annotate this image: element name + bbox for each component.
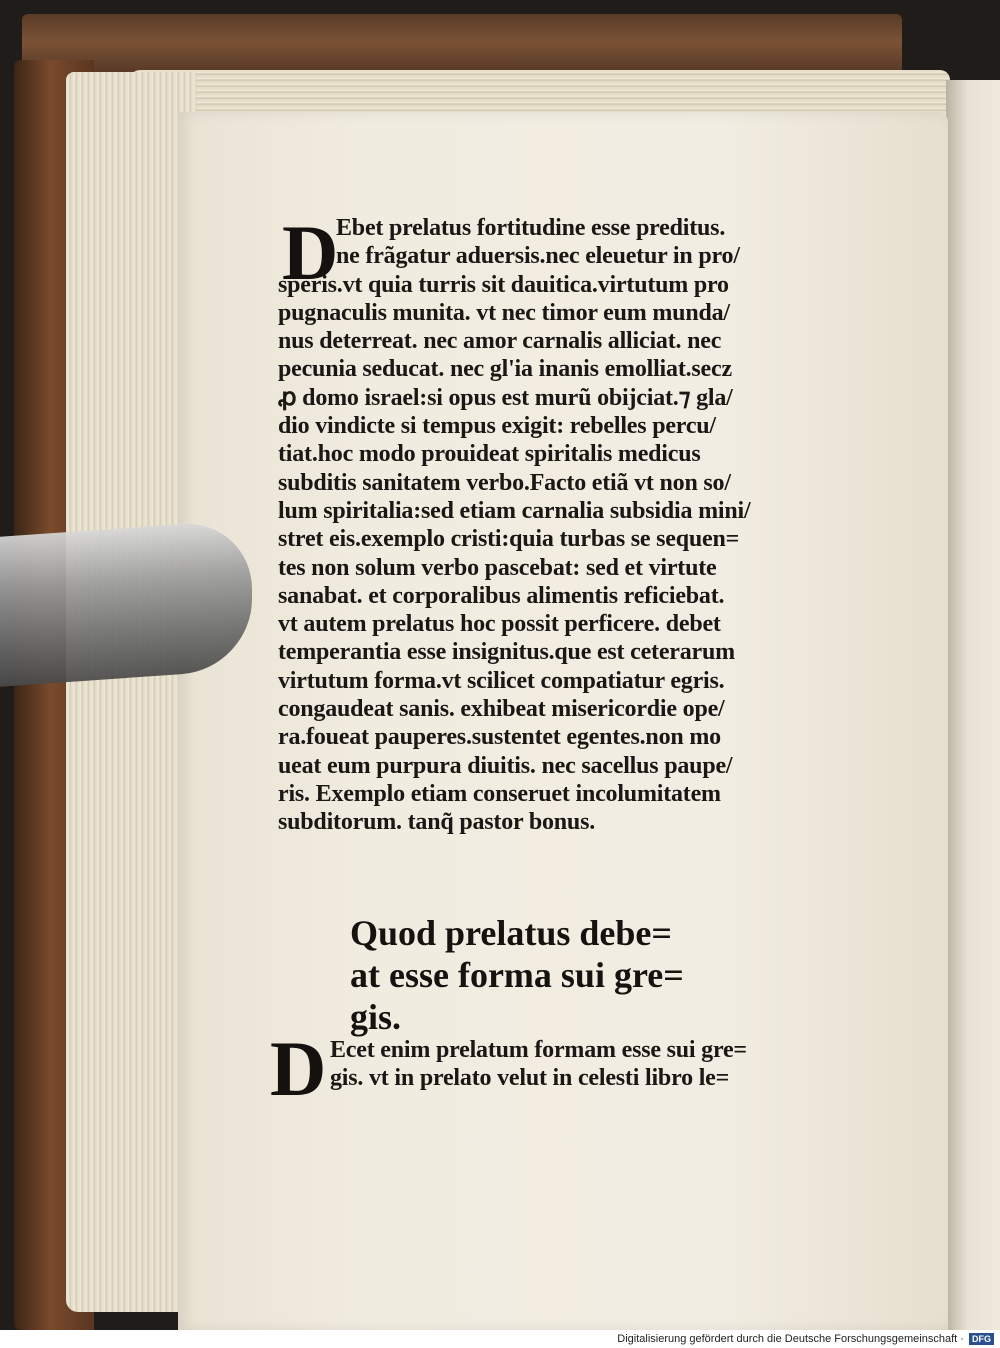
- text-line: vt autem prelatus hoc possit perficere. debet: [278, 611, 721, 638]
- text-line: sanabat. et corporalibus alimentis reficiebat.: [278, 582, 725, 609]
- initial-letter: D: [270, 1025, 327, 1112]
- second-paragraph: [330, 1036, 870, 1093]
- text-line: pugnaculis munita. vt nec timor eum munda/: [278, 299, 730, 326]
- initial-letter: D: [282, 209, 339, 296]
- text-line: temperantia esse insignitus.que est ceterarum: [278, 639, 735, 666]
- text-line: gis. vt in prelato velut in celesti libro le=: [330, 1065, 730, 1092]
- chapter-heading: [350, 912, 730, 1038]
- body-text: [278, 209, 863, 837]
- text-line: ris. Exemplo etiam conseruet incolumitatem: [278, 780, 721, 807]
- text-line: virtutum forma.vt scilicet compatiatur egris.: [278, 667, 725, 694]
- text-line: subditis sanitatem verbo.Facto etiã vt non so/: [278, 469, 731, 496]
- text-line: ra.foueat pauperes.sustentet egentes.non mo: [278, 724, 721, 751]
- text-line: ueat eum purpura diuitis. nec sacellus paupe/: [278, 752, 733, 779]
- text-line: Ecet enim prelatum formam esse sui gre=: [330, 1037, 747, 1063]
- text-line: speris.vt quia turris sit dauitica.virtutum pro: [278, 271, 729, 298]
- heading-line: at esse forma sui gre=: [350, 955, 684, 995]
- text-line: dio vindicte si tempus exigit: rebelles percu/: [278, 413, 716, 440]
- text-line: tiat.hoc modo prouideat spiritalis medicus: [278, 441, 701, 468]
- facing-page: [946, 80, 1000, 1330]
- text-line: lum spiritalia:sed etiam carnalia subsidia mini/: [278, 497, 751, 524]
- heading-line: Quod prelatus debe=: [350, 913, 672, 953]
- page-clip: [0, 519, 252, 687]
- page-edges-left: [66, 72, 196, 1312]
- heading-line: gis.: [350, 997, 402, 1037]
- text-line: pecunia seducat. nec gl'ia inanis emolliat.secz: [278, 356, 732, 383]
- text-line: ne frãgatur aduersis.nec eleuetur in pro/: [336, 243, 740, 270]
- text-line: nus deterreat. nec amor carnalis alliciat. nec: [278, 328, 722, 355]
- footer-text: Digitalisierung gefördert durch die Deutsche Forschungsgemeinschaft ·: [617, 1333, 964, 1345]
- text-line: subditorum. tanq̃ pastor bonus.: [278, 809, 596, 836]
- text-line: Ebet prelatus fortitudine esse preditus.: [336, 215, 726, 241]
- footer-credit: [0, 1330, 1000, 1348]
- text-line: congaudeat sanis. exhibeat misericordie ope/: [278, 696, 725, 723]
- text-line: tes non solum verbo pascebat: sed et virtute: [278, 554, 717, 581]
- text-line: ꝓ domo israel:si opus est murũ obijciat.⁊ gla/: [278, 384, 733, 411]
- text-line: stret eis.exemplo cristi:quia turbas se sequen=: [278, 526, 740, 553]
- dfg-logo: DFG: [969, 1333, 994, 1345]
